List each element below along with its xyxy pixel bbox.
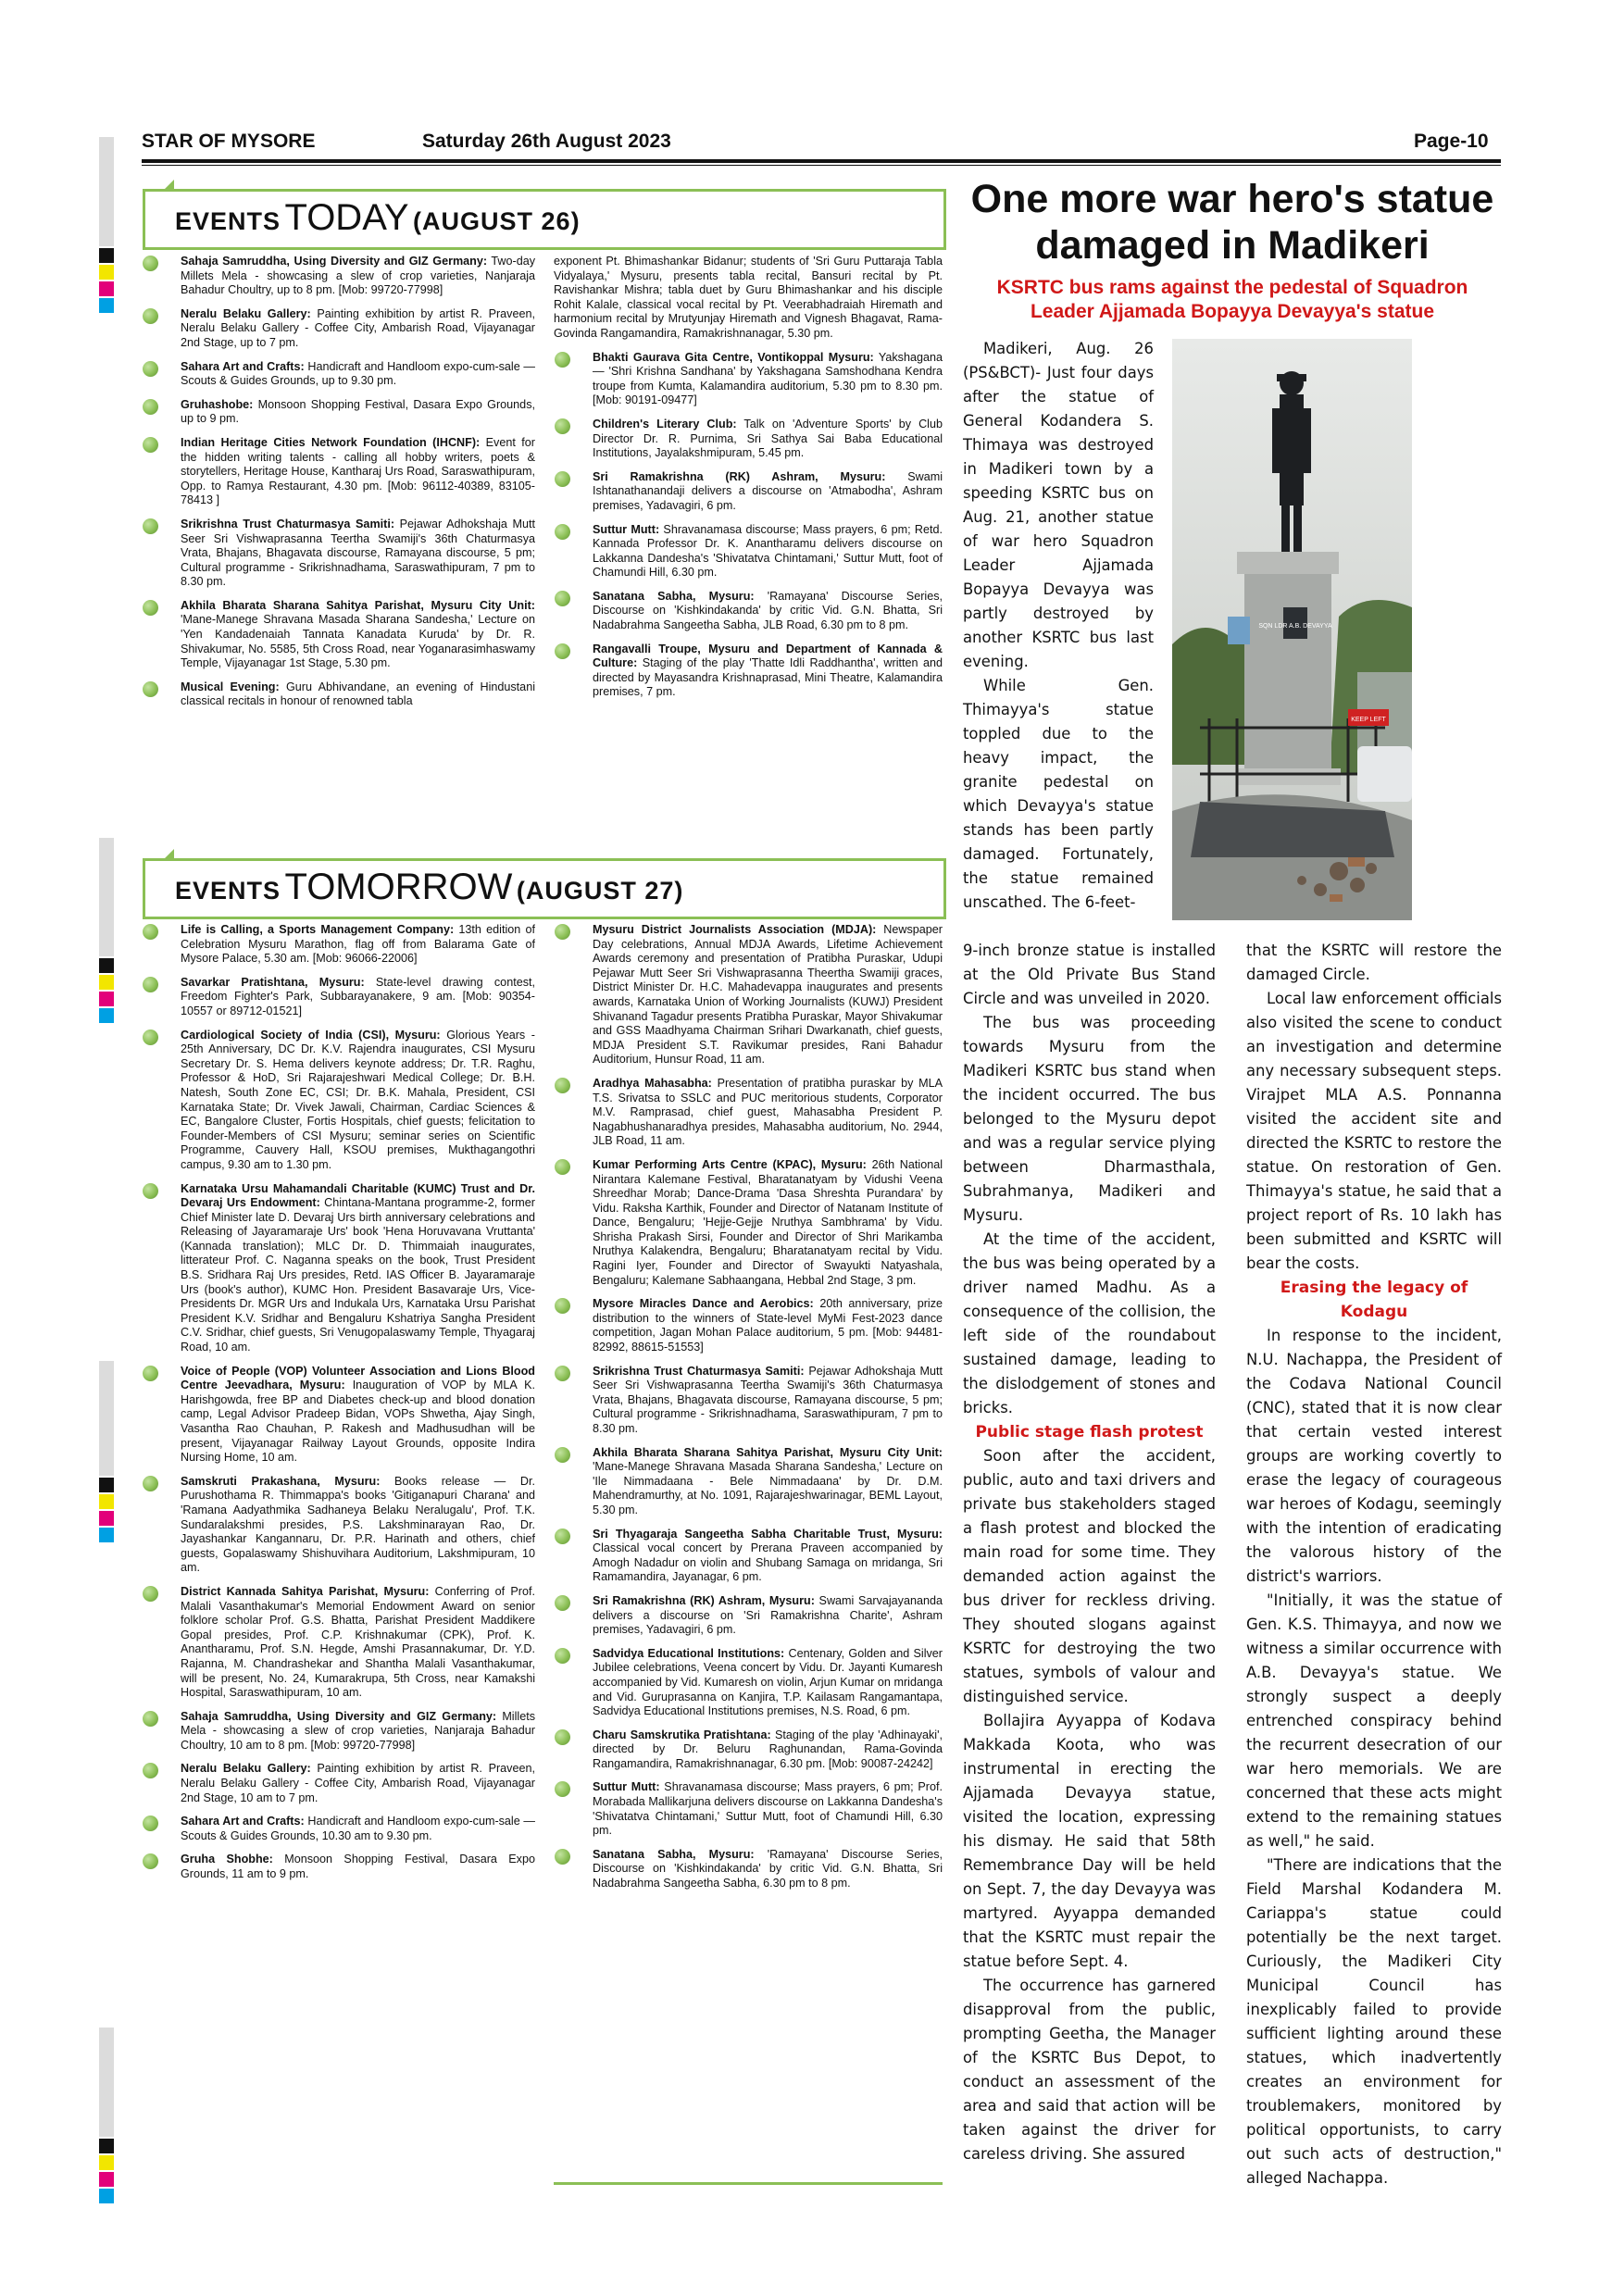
bullet-icon [555,1298,570,1314]
event-details: Talk on 'Adventure Sports' by Club Director Dr. R. Purnima, Sri Sathya Sai Baba Educational Institutions, Jayalakshmipuram, 5.45 pm. [593,417,943,460]
event-organizer: Cardiological Society of India (CSI), Mysuru: [181,1028,441,1042]
event-listing [142,1815,535,1843]
bullet-icon [143,1029,158,1045]
events-today-banner [143,189,946,250]
events-today-title: EVENTS TODAY (AUGUST 26) [175,197,581,238]
events-today-left-column [142,255,535,838]
bullet-icon [555,1447,570,1463]
event-listing [142,1762,535,1805]
bullet-icon [143,1853,158,1869]
event-details: 'Mane-Manege Shravana Masada Sharana Sandesha,' Lecture on 'Yen Kandadenaiah Tannata Kanadata Kuruda' by Dr. R. Shivakumar, No. 5585, 5th Cross Road, near Yoganarasimhaswamy Temple, Vijayanagar 1st Stage, 5.30 pm. [181,613,535,670]
event-organizer: Sahara Art and Crafts: [181,1815,305,1828]
event-details: Pejawar Adhokshaja Mutt Seer Sri Vishwaprasanna Teertha Swamiji's 36th Chaturmasya Vrata, Bhajans, Bhagavata discourse, Ramayana discourse, 5 pm; Cultural programme - Srikrishnadhama, Saraswathipuram, 7 pm to 8.30 pm. [181,517,535,589]
event-listing [554,470,943,514]
newspaper-name: STAR OF MYSORE [142,131,316,152]
article-paragraph: "There are indications that the Field Marshal Kodandera M. Cariappa's statue could potentially be the next target. Curiously, the Madikeri City Municipal Council has inexplicably failed to provide sufficient lighting around these statues, which inadvertently creates an environment for troublemakers, monitored by political opportunists, to carry out such acts of destruction," alleged Nachappa. [1246,1856,1502,2187]
article-column-1-bottom [963,939,1216,2166]
event-organizer: Suttur Mutt: [593,1780,660,1794]
event-details: 'Ramayana' Discourse Series, Discourse on 'Kishkindakanda' by critic Vid. G.N. Bhatta, Sri Nadabrahma Sangeetha Sabha, 6.30 pm to 8 pm. [593,1847,943,1890]
article-paragraph: In response to the incident, N.U. Nachappa, the President of the Codava National Council (CNC), stated that it is now clear that certain vested interest groups are working covertly to erase the legacy of courageous war heroes of Kodagu, seemingly with the intention of eradicating the valorous history of the district's warriors. [1246,1327,1502,1585]
bullet-icon [555,418,570,434]
events-tomorrow-title: EVENTS TOMORROW (AUGUST 27) [175,867,684,907]
section-subhead-protest: Public stage flash protest [975,1423,1204,1441]
event-listing [142,1365,535,1466]
event-organizer: Gruhashobe: [181,397,254,411]
event-organizer: Charu Samskrutika Pratishtana: [593,1728,771,1741]
event-organizer: Voice of People (VOP) Volunteer Association and Lions Blood Centre Jeevadhara, Mysuru: [181,1364,535,1392]
events-today-right-column [554,255,943,838]
svg-text:KEEP LEFT: KEEP LEFT [1351,717,1386,723]
header-rule [142,159,1501,163]
event-listing [142,398,535,427]
article-subheadline: KSRTC bus rams against the pedestal of Squadron Leader Ajjamada Bopayya Devayya's statue [996,277,1468,322]
article-paragraph: Madikeri, Aug. 26 (PS&BCT)- Just four days after the statue of General Kodandera S. Thimaya was destroyed in Madikeri town by a speeding KSRTC bus on Aug. 21, another statue of war hero Squadron Leader Ajjamada Bopayya Devayya was partly destroyed by another KSRTC bus last evening. [963,340,1154,670]
event-listing [554,418,943,461]
event-organizer: Srikrishna Trust Chaturmasya Samiti: [181,517,395,530]
event-organizer: Karnataka Ursu Mahamandali Charitable (KUMC) Trust and Dr. Devaraj Urs Endowment: [181,1181,535,1210]
event-listing [554,1158,943,1288]
event-listing [142,1182,535,1355]
event-listing [142,1585,535,1701]
bullet-icon [555,1529,570,1544]
event-organizer: Mysuru District Journalists Association (MDJA): [593,923,877,936]
bullet-icon [143,1816,158,1831]
bullet-icon [555,1648,570,1664]
event-organizer: Neralu Belaku Gallery: [181,1762,311,1776]
event-listing [554,1780,943,1838]
event-organizer: Suttur Mutt: [593,522,660,536]
bullet-icon [555,471,570,487]
bullet-icon [143,308,158,324]
event-details: Painting exhibition by artist R. Praveen, Neralu Belaku Gallery - Coffee City, Ambarish Road, Vijayanagar 2nd Stage, up to 7 pm. [181,306,535,349]
event-details: Staging of the play 'Adhinayaki', directed by Dr. Beluru Raghunandan, Rama-Govinda Rangamandira, Ramakrishnanagar, 6.30 pm. [Mob: 90087-24242] [593,1728,943,1770]
event-organizer: Sahaja Samruddha, Using Diversity and GIZ Germany: [181,1709,497,1723]
bullet-icon [143,1763,158,1778]
event-details: Monsoon Shopping Festival, Dasara Expo Grounds, 11 am to 9 pm. [181,1853,535,1881]
article-paragraph: The occurrence has garnered disapproval from the public, prompting Geetha, the Manager of the KSRTC Bus Depot, to conduct an assessment of the area and said that action will be taken against the driver for careless driving. She assured [963,1977,1216,2163]
event-details: 26th National Nirantara Kalemane Festival, Bharatanatyam by Vidushi Veena Shreedhar Morab; Dance-Drama 'Dasa Shreshta Purandara' by Vidu. Raksha Karthik, Founder and Director of Natanam Institute of Dance, Bengaluru; 'Hejje-Gejje Nruthya Sambhrama' by Vidu. Shrisha Prakash Sirsi, Founder and Director of Shri Marikamba Nruthya Kalakendra, Bengaluru; Bharatanatyam recital by Vidu. Ragini Iyer, Founder and Director of Swayukti Natyashala, Bengaluru; Kalemane Sabhaangana, Hebbal 2nd Stage, 3 pm. [593,1157,943,1287]
event-details: Newspaper Day celebrations, Annual MDJA Awards, Lifetime Achievement Awards ceremony and presentation of Pratibha Puraskar, Udupi Pejawar Mutt Seer Sri Vishwaprasanna Theertha Swamiji graces, District Minister Dr. H.C. Mahadevappa inaugurates and presents awards, Karnataka Union of Working Journalists (KUWJ) President Shivanand Tagadur presents Pratibha Puraskar, Mayor Shivakumar and GSS Maadhyama Chairman Srihari Dwarkanath, chief guests, MDJA President S.T. Ravikumar presides, Rani Bahadur Auditorium, Hunsur Road, 11 am. [593,923,943,1067]
event-listing [142,255,535,298]
article-paragraph: Local law enforcement officials also visited the scene to conduct an investigation and determine any necessary subsequent steps. Virajpet MLA A.S. Ponnanna visited the accident site and directed the KSRTC to restore the statue. On restoration of Gen. Thimayya's statue, he said that a project report of Rs. 10 lakh has been submitted and KSRTC will bear the costs. [1246,990,1502,1272]
event-organizer: Life is Calling, a Sports Management Company: [181,923,455,936]
event-organizer: District Kannada Sahitya Parishat, Mysuru: [181,1584,430,1598]
event-listing [554,1728,943,1772]
event-organizer: Akhila Bharata Sharana Sahitya Parishat, Mysuru City Unit: [181,598,535,612]
event-organizer: Sri Ramakrishna (RK) Ashram, Mysuru: [593,1593,815,1607]
article-paragraph: The bus was proceeding towards Mysuru from the Madikeri KSRTC bus stand when the incident occurred. The bus belonged to the Mysuru depot and was a regular service plying between Dharmasthala, Subrahmanya, Madikeri and Mysuru. [963,1014,1216,1224]
event-organizer: Indian Heritage Cities Network Foundation (IHCNF): [181,435,481,449]
issue-date: Saturday 26th August 2023 [422,131,671,152]
event-listing [142,1710,535,1753]
article-paragraph: While Gen. Thimayya's statue toppled due to the heavy impact, the granite pedestal on which Devayya's statue stands has been partly damaged. Fortunately, the statue remained unscathed. The 6-feet- [963,677,1154,911]
statue-photo [1172,339,1412,920]
event-details: Event for the hidden writing talents - calling all hobby writers, poets & storytellers, Heritage House, Kantharaj Urs Road, Saraswathipuram, Opp. to Ramya Restaurant, 4.30 pm. [Mob: 96112-40389, 83105-78413 ] [181,435,535,507]
event-organizer: Mysore Miracles Dance and Aerobics: [593,1297,814,1311]
bullet-icon [555,524,570,540]
event-organizer: Samskruti Prakashana, Mysuru: [181,1474,381,1488]
event-listing [554,523,943,580]
event-listing [142,976,535,1019]
bullet-icon [555,352,570,368]
bullet-icon [143,437,158,453]
article-headline: One more war hero's statue damaged in Madikeri [970,177,1494,268]
bullet-icon [555,1729,570,1745]
article-paragraph: Bollajira Ayyappa of Kodava Makkada Koota, who was instrumental in erecting the Ajjamada Devayya statue, visited the location, expressing his dismay. He said that 58th Remembrance Day will be held on Sept. 7, the day Devayya was martyred. Ayyappa demanded that the KSRTC must repair the statue before Sept. 4. [963,1712,1216,1970]
event-details: Presentation of pratibha puraskar by MLA T.S. Srivatsa to SSLC and PUC meritorious students, Corporator M.V. Ramprasad, chief guest, Mahasabha President P. Nagabhushanaradhya presides, Mahasabha auditorium, No. 2944, JLB Road, 11 am. [593,1076,943,1148]
event-listing [142,1475,535,1576]
event-details: 20th anniversary, prize distribution to the winners of State-level MyMi Fest-2023 dance competition, Jagan Mohan Palace auditorium, 5 pm. [Mob: 94481-82992, 88615-51553] [593,1297,943,1354]
bullet-icon [555,643,570,659]
article-paragraph: At the time of the accident, the bus was being operated by a driver named Madhu. As a consequence of the collision, the left side of the roundabout sustained damage, leading to the dislodgement of stones and bricks. [963,1230,1216,1416]
event-organizer: Gruha Shobhe: [181,1853,273,1866]
event-listing [554,1365,943,1437]
event-organizer: Sanatana Sabha, Mysuru: [593,589,755,603]
event-listing-continued: exponent Pt. Bhimashankar Bidanur; students of 'Sri Guru Puttaraja Tabla Vidyalaya,' Mysuru, presents tabla recital, Bansuri recital by Pt. Ravishankar Mishra; tabla duet by Guru Bhimashankar and his disciple Rohit Kalale, classical vocal recital by Pt. Veerabhadraiah Hiremath and harmonium recital by Mrutyunjay Hiremath and Vignesh Bhagavat, Rama-Govinda Rangamandira, Ramakrishnanagar, 5.30 pm. [554,255,943,340]
event-organizer: Aradhya Mahasabha: [593,1076,712,1090]
events-tomorrow-left-column [142,923,535,2182]
event-details: 13th edition of Celebration Mysuru Marathon, flag off from Balarama Gate of Mysore Palace, 5.30 am. [Mob: 96066-22006] [181,923,535,966]
article-paragraph: that the KSRTC will restore the damaged Circle. [1246,942,1502,983]
event-listing [554,1297,943,1354]
event-listing [142,518,535,590]
event-listing [142,680,535,709]
event-details: Shravanamasa discourse; Mass prayers, 6 pm; Retd. Kannada Professor Dr. K. Anantharamu delivers discourse on Lakkanna Dandesha's 'Shivatatva Chintamani,' Suttur Mutt, foot of Chamundi Hill, 6.30 pm. [593,522,943,580]
event-details: Painting exhibition by artist R. Praveen, Neralu Belaku Gallery - Coffee City, Ambarish Road, Vijayanagar 2nd Stage, 10 am to 7 pm. [181,1762,535,1804]
event-details: 'Ramayana' Discourse Series, Discourse on 'Kishkindakanda' by critic Vid. G.N. Bhatta, Sri Nadabrahma Sangeetha Sabha, JLB Road, 6.30 pm to 8 pm. [593,589,943,632]
event-details: 'Mane-Manege Shravana Masada Sharana Sandesha,' Lecture on 'Ile Nimmadaana - Bele Nimmadaana' by Dr. D.M. Mahendramurthy, at No. 1091, Rajarajeshwarinagar, BEML Layout, 5.30 pm. [593,1460,943,1516]
bullet-icon [143,977,158,992]
bullet-icon [143,256,158,271]
event-organizer: Sadvidya Educational Institutions: [593,1646,785,1660]
event-listing [554,1594,943,1638]
event-listing [142,1029,535,1173]
event-organizer: Sahaja Samruddha, Using Diversity and GIZ Germany: [181,255,488,268]
bullet-icon [555,924,570,940]
event-details: Yakshagana — 'Shri Krishna Sandhana' by Yakshagana Samshodhana Kendra troupe from Kumta, Kalamandira auditorium, 5.30 pm to 8.30 pm. [Mob: 90191-09477] [593,350,943,407]
article-column-1-top [963,337,1154,915]
event-listing [142,307,535,351]
bullet-icon [143,1586,158,1602]
event-details: State-level drawing contest, Freedom Fighter's Park, Subbarayanakere, 9 am. [Mob: 90354-10557 or 89712-01521] [181,975,535,1017]
event-listing [554,1446,943,1518]
bullet-icon [143,1183,158,1199]
event-organizer: Children's Literary Club: [593,417,737,430]
event-organizer: Musical Evening: [181,680,280,693]
event-details: Monsoon Shopping Festival, Dasara Expo Grounds, up to 9 pm. [181,397,535,426]
bullet-icon [143,1476,158,1491]
event-organizer: Sahara Art and Crafts: [181,359,305,373]
event-listing [554,590,943,633]
events-tomorrow-right-column [554,923,943,2182]
event-details: Swami Ishtanathanandaji delivers a discourse on 'Atmabodha', Ashram premises, Yadavagiri, 6 pm. [593,469,943,512]
section-subhead-legacy: Erasing the legacy of Kodagu [1280,1279,1468,1321]
event-details: Glorious Years - 25th Anniversary, DC Dr. K.V. Rajendra inaugurates, CSI Mysuru Secretary Dr. S. Hema delivers keynote address; Dr. T.R. Raghu, Professor & HoD, Sri Rajarajeshwari Medical College; Dr. B.H. Natesh, South Zone EC, CSI; Dr. B.K. Mahala, President, CSI Karnataka State; Dr. Vivek Jawali, Chairman, Cardiac Sciences & EC, Bangalore Cluster, Fortis Hospitals, chief guests; felicitation to Founder-Members of CSI Mysuru; seminar series on Scientific Programme, Cauvery Hall, KSOU premises, Mukthagangothri campus, 9.30 am to 1.30 pm. [181,1028,535,1171]
event-details: Handicraft and Handloom expo-cum-sale — Scouts & Guides Grounds, 10.30 am to 9.30 pm. [181,1815,535,1842]
event-listing [554,1647,943,1719]
article-paragraph: 9-inch bronze statue is installed at the Old Private Bus Stand Circle and was unveiled in 2020. [963,942,1216,1007]
bullet-icon [143,681,158,697]
bullet-icon [143,518,158,534]
event-details: Pejawar Adhokshaja Mutt Seer Sri Vishwaprasanna Teertha Swamiji's 36th Chaturmasya Vrata, Bhajans, Bhagavata discourse, Ramayana discourse, 5 pm; Cultural programme - Srikrishnadhama, Saraswathipuram, 7 pm to 8.30 pm. [593,1364,943,1435]
statue-photo-graphic [1172,339,1412,920]
event-details: Two-day Millets Mela - showcasing a slew of crop varieties, Nanjaraja Bahadur Choultry, up to 8 pm. [Mob: 99720-77998] [181,255,535,297]
event-listing [554,1528,943,1585]
event-organizer: Kumar Performing Arts Centre (KPAC), Mysuru: [593,1157,867,1171]
event-listing [142,599,535,671]
header-rule-thin [142,165,1501,166]
event-listing [142,923,535,967]
bullet-icon [143,399,158,415]
bullet-icon [143,600,158,616]
event-details: Guru Abhivandane, an evening of Hindustani classical recitals in honour of renowned tabla [181,680,535,708]
article-paragraph: Soon after the accident, public, auto and taxi drivers and private bus stakeholders staged a flash protest and blocked the main road for some time. They demanded action against the bus driver for reckless driving. They shouted slogans against KSRTC for destroying the two statues, symbols of valour and distinguished service. [963,1447,1216,1705]
bullet-icon [555,1078,570,1093]
event-details: Conferring of Prof. Malali Vasanthakumar's Memorial Endowment Award on senior folklore scholar Prof. G.S. Bhatta, Parishat President Maddikere Gopal presides, Prof. C.P. Krishnakumar (CPK), Prof. K. Anantharamu, Prof. S.N. Hegde, Amshi Prasannakumar, Dr. Y.D. Rajanna, M. Chandrashekar and Shantha Malali Vasanthakumar, will be present, No. 24, Kumarakrupa, 5th Cross, near Kamakshi Hospital, Saraswathipuram, 10 am. [181,1584,535,1700]
event-listing [554,1848,943,1891]
event-listing [142,360,535,389]
event-details: Shravanamasa discourse; Mass prayers, 6 pm; Prof. Morabada Mallikarjuna delivers discourse on Lakkanna Dandesha's 'Shivatatva Chintamani,' Suttur Mutt, foot of Chamundi Hill, 6.30 pm. [593,1780,943,1838]
bullet-icon [143,924,158,940]
event-details: Chintana-Mantana programme-2, former Chief Minister late D. Devaraj Urs birth anniversary celebrations and Releasing of Jayaramaraje Urs' book 'Hena Horuvavana Vruttanta' (Kannada translation); MLC Dr. D. Thimmaiah inaugurates, litterateur Prof. C. Naganna speaks on the book, Trust President B.S. Sridhara Raj Urs presides, Retd. IAS Officer B. Jayaramaraje Urs (book's author), KUMC Hon. President Basavaraje Urs, Vice-Presidents Dr. MGR Urs and Indukala Urs, Karnataka Ursu Parishat President K.V. Sridhar and Bengaluru Kshatriya Sangha President C.V. Sridhar, chief guests, Sri Venugopalaswamy Temple, Thyagaraj Road, 10 am. [181,1196,535,1354]
event-listing [142,1853,535,1881]
event-details: Classical vocal concert by Prerana Praveen accompanied by Amogh Nadadur on violin and Shubang Samaga on mridanga, Sri Ramamandira, Jayanagar, 6 pm. [593,1541,943,1584]
bullet-icon [143,1366,158,1381]
event-organizer: Savarkar Pratishtana, Mysuru: [181,975,365,989]
event-details: Books release — Dr. Purushothama R. Thimmappa's books 'Gitiganapuri Charana' and 'Ramana Aadyathmika Sadhaneya Belaku Neralugalu', Prof. T.K. Sundaralakshmi presides, P.S. Lakshminarayan Rao, Dr. Jayashankar Kangannaru, Dr. P.R. Harinath and others, chief guests, Gopalaswamy Shishuvihara Auditorium, Lakshmipuram, 10 am. [181,1474,535,1575]
event-organizer: Bhakti Gaurava Gita Centre, Vontikoppal Mysuru: [593,350,874,364]
event-listing [554,351,943,408]
event-organizer: Rangavalli Troupe, Mysuru and Department of Kannada & Culture: [593,642,943,670]
bullet-icon [555,1366,570,1381]
event-details: Inauguration of VOP by MLA K. Harishgowda, free BP and Diabetes check-up and blood donation camp, Legal Advisor Pradeep Bidan, VOPs Shwetha, Ajay Singh, Vasantha Rao Chauhan, P. Rakesh and Madhusudhan will be present, Vijayanagar Railway Layout Grounds, opposite Indira Nursing Home, 10 am. [181,1379,535,1465]
event-organizer: Sanatana Sabha, Mysuru: [593,1847,755,1861]
svg-text:SQN LDR A.B. DEVAYYA: SQN LDR A.B. DEVAYYA [1258,623,1332,630]
event-details: Millets Mela - showcasing a slew of crop varieties, Nanjaraja Bahadur Choultry, 10 am to 8 pm. [Mob: 99720-77998] [181,1709,535,1752]
bullet-icon [555,591,570,606]
event-organizer: Sri Ramakrishna (RK) Ashram, Mysuru: [593,469,886,483]
event-details: Swami Sarvajayananda delivers a discourse on 'Sri Ramakrishna Charite', Ashram premises, Yadavagiri, 6 pm. [593,1593,943,1637]
page-number: Page-10 [1414,131,1489,152]
bullet-icon [555,1159,570,1175]
event-organizer: Neralu Belaku Gallery: [181,306,311,320]
event-listing [554,643,943,700]
bullet-icon [143,361,158,377]
event-details: Staging of the play 'Thatte Idli Raddhantha', written and directed by Mayasandra Krishnaprasad, Mini Theatre, Kalamandira premises, 7 pm. [593,656,943,699]
event-details: Centenary, Golden and Silver Jubilee celebrations, Veena concert by Vidu. Dr. Jayanti Kumaresh accompanied by Vid. Kumaresh on violin, Arjun Kumar on mridanga and Vid. Guruprasanna on Kanjira, T.P. Kailasam Rangamantapa, Sadvidya Educational Institutions premises, N.S. Road, 6 pm. [593,1646,943,1718]
bullet-icon [555,1849,570,1865]
event-listing [554,1077,943,1149]
events-bottom-rule [554,2182,943,2185]
article-column-2 [1246,939,1502,2190]
bullet-icon [143,1711,158,1727]
events-tomorrow-banner [143,858,946,919]
event-organizer: Srikrishna Trust Chaturmasya Samiti: [593,1364,805,1378]
article-paragraph: "Initially, it was the statue of Gen. K.S. Thimayya, and now we witness a similar occurrence with A.B. Devayya's statue. We strongly suspect a deeply entrenched conspiracy behind the recurrent desecration of our war hero memorials. We are concerned that these acts might extend to the remaining statues as well," he said. [1246,1591,1502,1850]
event-organizer: Akhila Bharata Sharana Sahitya Parishat, Mysuru City Unit: [593,1445,943,1459]
event-details: Handicraft and Handloom expo-cum-sale — Scouts & Guides Grounds, up to 9.30 pm. [181,359,535,388]
bullet-icon [555,1595,570,1611]
bullet-icon [555,1781,570,1797]
event-listing [554,923,943,1067]
event-listing [142,436,535,508]
event-organizer: Sri Thyagaraja Sangeetha Sabha Charitable Trust, Mysuru: [593,1527,943,1541]
